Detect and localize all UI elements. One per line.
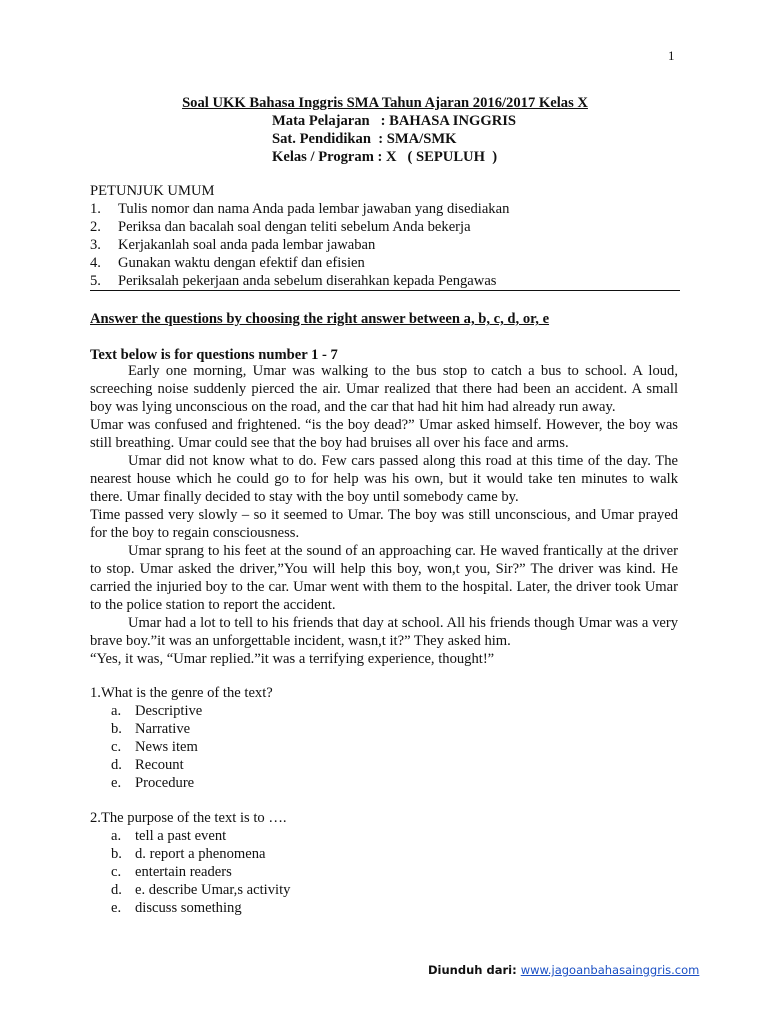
option-text: Descriptive [135,703,203,719]
answer-option [90,756,680,774]
answer-option [90,863,680,881]
answer-option [90,881,680,899]
option-text: e. describe Umar,s activity [135,882,291,898]
option-letter: d. [111,882,122,898]
option-letter: c. [111,864,122,880]
passage-paragraph: Umar sprang to his feet at the sound of an approaching car. He waved frantically at the driver to stop. Umar asked the driver,”You will help this boy, won,t you, Sir?” The driver was kind. He carried the injuried boy to the car. Umar went with them to the hospital. Later, the driver took Umar to the police station to report the accident. [90,543,678,613]
instruction-item [90,200,680,218]
instruction-number: 5. [90,273,101,289]
option-text: tell a past event [135,828,227,844]
answer-directive: Answer the questions by choosing the right answer between a, b, c, d, or, e [90,311,550,327]
general-instructions [90,182,680,290]
option-text: d. report a phenomena [135,846,266,862]
download-footer [428,961,699,979]
question-text: 1.What is the genre of the text? [90,685,273,701]
question-text: 2.The purpose of the text is to …. [90,810,287,826]
instruction-number: 2. [90,219,101,235]
passage-paragraph: Time passed very slowly – so it seemed to Umar. The boy was still unconscious, and Umar prayed for the boy to regain consciousness. [90,507,678,541]
answer-option [90,827,680,845]
instruction-number: 4. [90,255,101,271]
instruction-item [90,254,680,272]
text-heading: Text below is for questions number 1 - 7 [90,347,338,363]
instructions-heading: PETUNJUK UMUM [90,183,215,199]
answer-option [90,738,680,756]
option-letter: a. [111,703,122,719]
passage-paragraph: Umar did not know what to do. Few cars passed along this road at this time of the day. The nearest house which he could go to for help was his own, but it would take ten minutes to walk there. Umar finally decided to stay with the boy until somebody came by. [90,453,678,505]
passage-paragraph: Early one morning, Umar was walking to the bus stop to catch a bus to school. A loud, screeching noise suddenly pierced the air. Umar realized that there had been an accident. A small boy was lying unconscious on the road, and the car that had hit him had already run away. [90,363,678,415]
reading-passage [90,362,678,668]
instruction-item [90,272,680,290]
instruction-text: Gunakan waktu dengan efektif dan efisien [118,255,365,271]
instruction-text: Kerjakanlah soal anda pada lembar jawaban [118,237,376,253]
footer-label: Diunduh dari: [428,963,521,977]
answer-options [90,827,680,917]
exam-title: Soal UKK Bahasa Inggris SMA Tahun Ajaran 2016/2017 Kelas X [182,95,588,111]
exam-header [90,94,680,166]
option-letter: e. [111,775,122,791]
class-program-line: Kelas / Program : X ( SEPULUH ) [272,149,498,165]
passage-paragraph: Umar had a lot to tell to his friends that day at school. All his friends though Umar was a very brave boy.”it was an unforgettable incident, wasn,t it?” They asked him. [90,615,678,649]
subject-line: Mata Pelajaran : BAHASA INGGRIS [272,113,517,129]
school-level-line: Sat. Pendidikan : SMA/SMK [272,131,457,147]
instructions-list [90,200,680,290]
passage-paragraph: Umar was confused and frightened. “is the boy dead?” Umar asked himself. However, the boy was still breathing. Umar could see that the boy had bruises all over his face and arms. [90,417,678,451]
answer-option [90,845,680,863]
option-text: entertain readers [135,864,232,880]
instruction-number: 3. [90,237,101,253]
option-letter: a. [111,828,122,844]
option-letter: b. [111,846,122,862]
answer-option [90,774,680,792]
instruction-text: Periksa dan bacalah soal dengan teliti sebelum Anda bekerja [118,219,471,235]
answer-option [90,899,680,917]
option-letter: c. [111,739,122,755]
instruction-text: Periksalah pekerjaan anda sebelum diserahkan kepada Pengawas [118,273,497,289]
instruction-item [90,218,680,236]
option-letter: e. [111,900,122,916]
question-2 [90,809,680,917]
option-letter: d. [111,757,122,773]
page-number: 1 [668,48,675,63]
question-1 [90,684,680,792]
answer-option [90,702,680,720]
answer-option [90,720,680,738]
option-text: News item [135,739,198,755]
instruction-item [90,236,680,254]
option-text: Procedure [135,775,195,791]
source-link[interactable]: www.jagoanbahasainggris.com [520,963,700,977]
passage-paragraph: “Yes, it was, “Umar replied.”it was a terrifying experience, thought!” [90,651,495,667]
instruction-number: 1. [90,201,101,217]
horizontal-divider [90,290,680,291]
option-text: Recount [135,757,184,773]
option-letter: b. [111,721,122,737]
instruction-text: Tulis nomor dan nama Anda pada lembar jawaban yang disediakan [118,201,510,217]
answer-options [90,702,680,792]
option-text: Narrative [135,721,191,737]
option-text: discuss something [135,900,242,916]
